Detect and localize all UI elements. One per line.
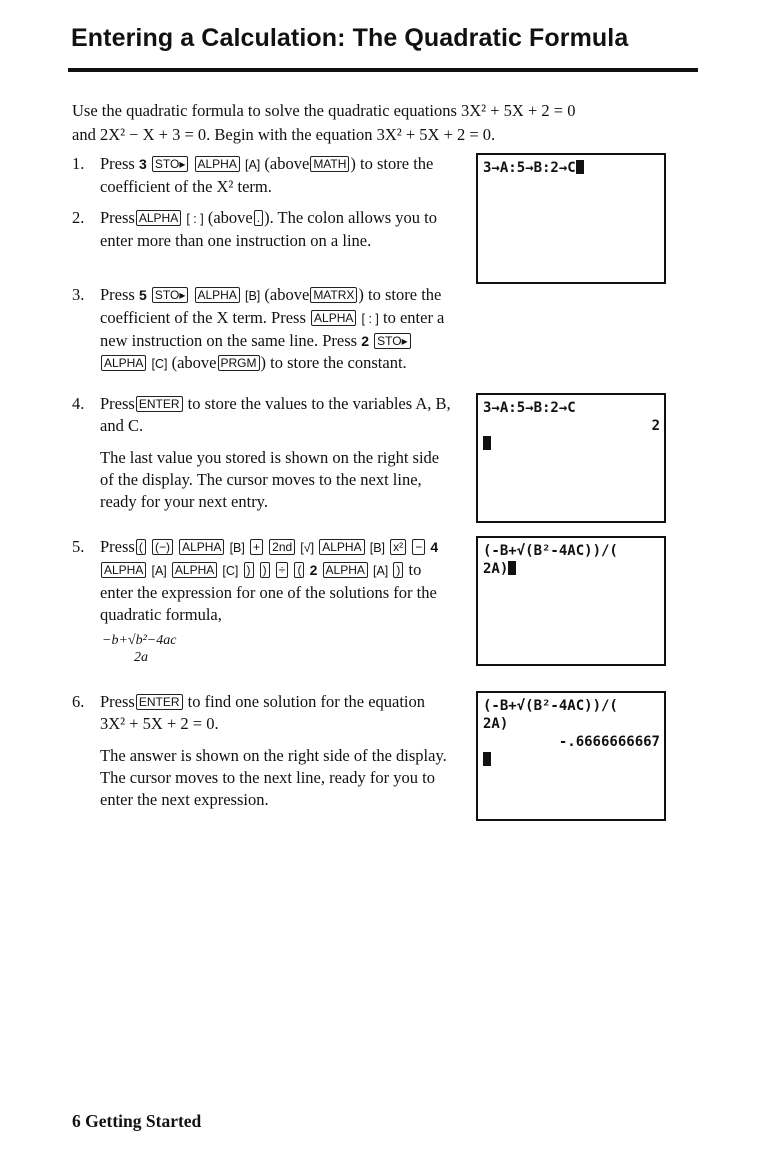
step-text: store the coefficient of the X term. Press <box>100 285 442 327</box>
alpha-char: [√] <box>300 541 315 555</box>
alpha-key: ALPHA <box>179 539 224 555</box>
calculator-screen-3 <box>476 536 666 666</box>
key-3: 3 <box>138 156 147 172</box>
screen-line: 2A) <box>483 716 509 732</box>
screen-result: -.6666666667 <box>558 734 660 750</box>
key-4: 4 <box>430 539 439 555</box>
lparen-key: ( <box>136 539 146 555</box>
step-text: Press <box>100 154 135 173</box>
quadratic-formula <box>102 632 452 666</box>
step-2 <box>72 207 452 252</box>
step-number: 4. <box>72 394 85 413</box>
step-text: Press <box>100 285 135 304</box>
step-3 <box>72 284 452 375</box>
alpha-key: ALPHA <box>195 287 240 303</box>
screen-line: 3→A:5→B:2→C <box>483 159 584 177</box>
alpha-char: [C] <box>151 357 168 371</box>
alpha-char: [A] <box>244 158 261 172</box>
calculator-screen-2 <box>476 393 666 523</box>
step-4-note: The last value you stored is shown on the right side of the display. The cursor moves to the next line, ready for your next entry. <box>100 448 440 511</box>
alpha-key: ALPHA <box>101 562 146 578</box>
decimal-key: . <box>254 210 263 226</box>
step-6 <box>72 691 452 811</box>
step-4-text <box>100 393 452 437</box>
step-text: (above <box>264 285 310 304</box>
step-text: store the coefficient of the X² term. <box>100 154 434 196</box>
step-text: ) to <box>358 285 381 304</box>
divide-key: ÷ <box>276 562 289 578</box>
cursor-block <box>483 752 491 766</box>
calculator-screen-1 <box>476 153 666 284</box>
alpha-char: [B] <box>369 541 386 555</box>
matrx-key: MATRX <box>310 287 357 303</box>
math-key: MATH <box>310 156 349 172</box>
step-1 <box>72 153 452 198</box>
step-number: 1. <box>72 154 85 173</box>
step-5 <box>72 536 452 666</box>
alpha-key: ALPHA <box>323 562 368 578</box>
step-text: Press <box>100 208 135 227</box>
minus-key: − <box>412 539 425 555</box>
alpha-key: ALPHA <box>101 355 146 371</box>
alpha-key: ALPHA <box>172 562 217 578</box>
rparen-key: ) <box>244 562 254 578</box>
alpha-char: [A] <box>151 564 167 578</box>
key-2: 2 <box>361 333 370 349</box>
alpha-char: [ : ] <box>186 212 204 226</box>
step-2-text <box>100 207 452 252</box>
step-number: 6. <box>72 692 85 711</box>
alpha-key: ALPHA <box>195 156 240 172</box>
screen-line: (-B+√(B²-4AC))/( <box>483 543 618 559</box>
step-text: Press <box>100 394 135 413</box>
cursor-block <box>508 561 516 575</box>
intro-line-1: Use the quadratic formula to solve the quadratic equations 3X² + 5X + 2 = 0 <box>72 101 576 120</box>
negative-key: (−) <box>152 539 173 555</box>
step-text: to find one solution for the equation 3X² + 5X + 2 = 0. <box>100 692 426 733</box>
sto-key: STO▸ <box>152 156 188 172</box>
screen-result: 2 <box>651 418 660 434</box>
step-6-text <box>100 691 452 735</box>
step-text: allows you to enter more than one instruction on a line. <box>100 208 438 250</box>
x-squared-key: x² <box>390 539 406 555</box>
step-text: to enter the expression for one of the solutions for the quadratic formula, <box>100 560 437 624</box>
alpha-char: [ : ] <box>361 312 379 326</box>
screen-cursor-line <box>483 751 491 769</box>
key-2: 2 <box>309 562 318 578</box>
alpha-char: [C] <box>222 564 239 578</box>
step-text: Press <box>100 692 135 711</box>
alpha-key: ALPHA <box>311 310 356 326</box>
step-text: (above <box>264 154 310 173</box>
step-5-text <box>100 536 452 626</box>
step-number: 2. <box>72 208 85 227</box>
rparen-key: ) <box>393 562 403 578</box>
second-key: 2nd <box>269 539 295 555</box>
alpha-char: [B] <box>244 289 261 303</box>
plus-key: + <box>250 539 263 555</box>
title-rule <box>68 68 698 72</box>
step-4 <box>72 393 452 513</box>
alpha-key: ALPHA <box>319 539 364 555</box>
step-text: (above <box>171 353 217 372</box>
screen-line: (-B+√(B²-4AC))/( <box>483 698 618 714</box>
cursor-block <box>483 436 491 450</box>
intro-line-2: and 2X² − X + 3 = 0. Begin with the equation 3X² + 5X + 2 = 0. <box>72 125 496 144</box>
step-1-text <box>100 153 452 198</box>
step-text: (above <box>207 208 253 227</box>
step-text: ) to store the constant. <box>260 353 407 372</box>
step-3-text <box>100 284 452 375</box>
screen-line: 3→A:5→B:2→C <box>483 400 576 416</box>
step-text: to enter a new instruction on the same line. Press <box>100 308 445 350</box>
enter-key: ENTER <box>136 396 183 412</box>
calculator-screen-4 <box>476 691 666 821</box>
sto-key: STO▸ <box>152 287 188 303</box>
intro-paragraph <box>72 99 692 147</box>
lparen-key: ( <box>294 562 304 578</box>
step-text: ) to <box>350 154 373 173</box>
step-number: 5. <box>72 537 85 556</box>
formula-denominator: 2a <box>134 650 148 665</box>
enter-key: ENTER <box>136 694 183 710</box>
screen-cursor-line <box>483 435 491 453</box>
formula-numerator: −b+√b²−4ac <box>102 633 177 648</box>
page-footer: 6 Getting Started <box>72 1111 202 1131</box>
step-number: 3. <box>72 285 85 304</box>
cursor-block <box>576 160 584 174</box>
sto-key: STO▸ <box>374 333 410 349</box>
page-title: Entering a Calculation: The Quadratic Formula <box>71 24 629 52</box>
step-text: to store the values to the variables A, B, and C. <box>100 394 451 435</box>
key-5: 5 <box>138 287 147 303</box>
alpha-char: [B] <box>229 541 245 555</box>
step-text: Press <box>100 537 135 556</box>
step-6-note: The answer is shown on the right side of the display. The cursor moves to the next line, ready for you to enter the next expression. <box>100 746 447 809</box>
prgm-key: PRGM <box>218 355 260 371</box>
screen-line: 2A) <box>483 560 516 578</box>
step-text: ). The colon <box>264 208 344 227</box>
alpha-key: ALPHA <box>136 210 181 226</box>
alpha-char: [A] <box>373 564 389 578</box>
rparen-key: ) <box>260 562 270 578</box>
